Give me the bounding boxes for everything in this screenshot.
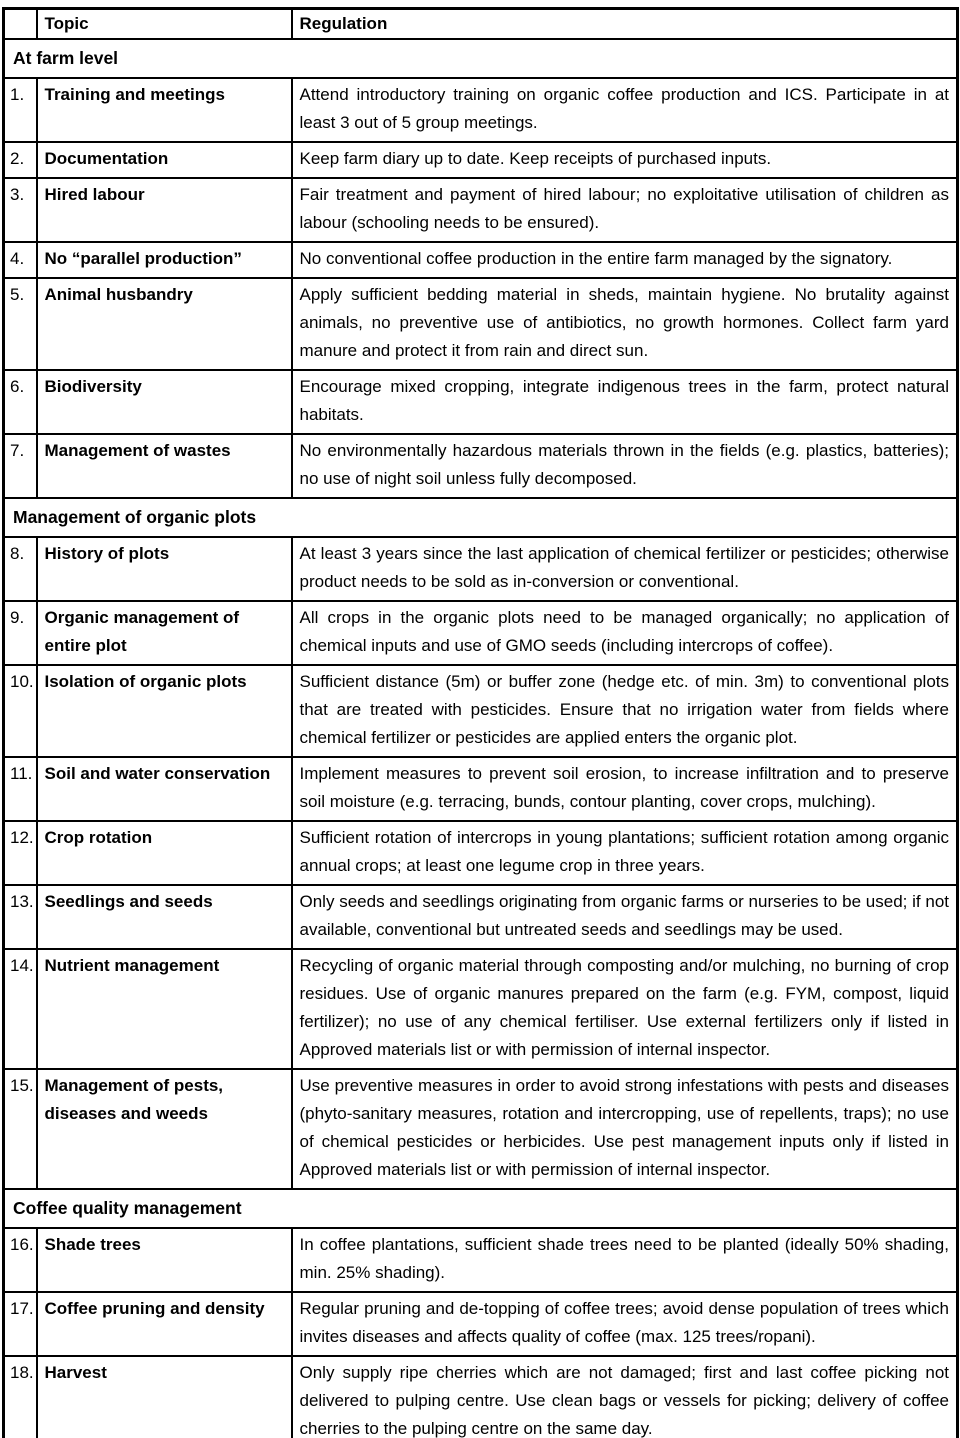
header-regulation-cell: Regulation [292, 9, 958, 40]
table-row [4, 757, 958, 821]
table-row [4, 1228, 958, 1292]
row-topic: Seedlings and seeds [37, 885, 292, 949]
table-row [4, 665, 958, 757]
row-regulation: In coffee plantations, sufficient shade trees need to be planted (ideally 50% shading, min. 25% shading). [292, 1228, 958, 1292]
row-regulation: No conventional coffee production in the entire farm managed by the signatory. [292, 242, 958, 278]
row-regulation: Only supply ripe cherries which are not damaged; first and last coffee picking not delivered to pulping centre. Use clean bags or vessels for picking; delivery of coffee cherries to the pulping centre on the same day. [292, 1356, 958, 1438]
table-row [4, 78, 958, 142]
row-regulation: At least 3 years since the last application of chemical fertilizer or pesticides; otherwise product needs to be sold as in-conversion or conventional. [292, 537, 958, 601]
row-topic: Organic management of entire plot [37, 601, 292, 665]
row-topic: Coffee pruning and density [37, 1292, 292, 1356]
row-regulation: Sufficient distance (5m) or buffer zone (hedge etc. of min. 3m) to conventional plots that are treated with pesticides. Ensure that no irrigation water from fields where chemical fertilizer or pesticides are applied enters the organic plot. [292, 665, 958, 757]
row-topic: Harvest [37, 1356, 292, 1438]
table-row [4, 601, 958, 665]
table-body [4, 39, 958, 1438]
row-number: 5. [4, 278, 37, 370]
row-topic: History of plots [37, 537, 292, 601]
table-row [4, 434, 958, 498]
row-number: 15. [4, 1069, 37, 1189]
row-regulation: Apply sufficient bedding material in sheds, maintain hygiene. No brutality against animals, no preventive use of antibiotics, no growth hormones. Collect farm yard manure and protect it from rain and direct sun. [292, 278, 958, 370]
row-number: 12. [4, 821, 37, 885]
row-topic: Documentation [37, 142, 292, 178]
row-topic: No “parallel production” [37, 242, 292, 278]
section-row [4, 1189, 958, 1228]
section-title: At farm level [4, 39, 958, 78]
table-row [4, 821, 958, 885]
row-topic: Crop rotation [37, 821, 292, 885]
row-number: 6. [4, 370, 37, 434]
row-topic: Soil and water conservation [37, 757, 292, 821]
header-num-cell [4, 9, 37, 40]
table-row [4, 537, 958, 601]
row-regulation: Recycling of organic material through composting and/or mulching, no burning of crop residues. Use of organic manures prepared on the farm (e.g. FYM, compost, liquid fertilizer); no use of any chemical fertiliser. Use external fertilizers only if listed in Approved materials list or with permission of internal inspector. [292, 949, 958, 1069]
section-row [4, 39, 958, 78]
row-number: 8. [4, 537, 37, 601]
header-topic-cell: Topic [37, 9, 292, 40]
row-regulation: Implement measures to prevent soil erosion, to increase infiltration and to preserve soil moisture (e.g. terracing, bunds, contour planting, cover crops, mulching). [292, 757, 958, 821]
row-topic: Biodiversity [37, 370, 292, 434]
table-row [4, 949, 958, 1069]
row-regulation: Attend introductory training on organic coffee production and ICS. Participate in at least 3 out of 5 group meetings. [292, 78, 958, 142]
row-regulation: Use preventive measures in order to avoid strong infestations with pests and diseases (phyto-sanitary measures, rotation and intercropping, use of repellents, traps); no use of chemical pesticides or herbicides. Use pest management inputs only if listed in Approved materials list or with permission of internal inspector. [292, 1069, 958, 1189]
row-number: 4. [4, 242, 37, 278]
row-number: 11. [4, 757, 37, 821]
row-number: 7. [4, 434, 37, 498]
table-row [4, 278, 958, 370]
row-number: 1. [4, 78, 37, 142]
row-regulation: Regular pruning and de-topping of coffee trees; avoid dense population of trees which invites diseases and affects quality of coffee (max. 125 trees/ropani). [292, 1292, 958, 1356]
row-number: 13. [4, 885, 37, 949]
row-regulation: Fair treatment and payment of hired labour; no exploitative utilisation of children as labour (schooling needs to be ensured). [292, 178, 958, 242]
table-row [4, 242, 958, 278]
header-row [4, 9, 958, 40]
row-number: 2. [4, 142, 37, 178]
regulations-table [2, 7, 959, 1438]
row-number: 17. [4, 1292, 37, 1356]
row-topic: Animal husbandry [37, 278, 292, 370]
table-row [4, 142, 958, 178]
table-row [4, 370, 958, 434]
row-regulation: All crops in the organic plots need to be managed organically; no application of chemical inputs and use of GMO seeds (including intercrops of coffee). [292, 601, 958, 665]
row-topic: Management of wastes [37, 434, 292, 498]
section-row [4, 498, 958, 537]
table-row [4, 885, 958, 949]
table-row [4, 178, 958, 242]
row-number: 3. [4, 178, 37, 242]
row-number: 16. [4, 1228, 37, 1292]
row-topic: Management of pests, diseases and weeds [37, 1069, 292, 1189]
row-topic: Nutrient management [37, 949, 292, 1069]
row-regulation: Keep farm diary up to date. Keep receipts of purchased inputs. [292, 142, 958, 178]
row-topic: Hired labour [37, 178, 292, 242]
row-regulation: No environmentally hazardous materials thrown in the fields (e.g. plastics, batteries); no use of night soil unless fully decomposed. [292, 434, 958, 498]
row-regulation: Only seeds and seedlings originating from organic farms or nurseries to be used; if not available, conventional but untreated seeds and seedlings may be used. [292, 885, 958, 949]
row-topic: Isolation of organic plots [37, 665, 292, 757]
row-topic: Training and meetings [37, 78, 292, 142]
row-regulation: Sufficient rotation of intercrops in young plantations; sufficient rotation among organic annual crops; at least one legume crop in three years. [292, 821, 958, 885]
row-number: 18. [4, 1356, 37, 1438]
row-number: 14. [4, 949, 37, 1069]
row-regulation: Encourage mixed cropping, integrate indigenous trees in the farm, protect natural habitats. [292, 370, 958, 434]
table-row [4, 1292, 958, 1356]
table-row [4, 1069, 958, 1189]
table-row [4, 1356, 958, 1438]
row-number: 9. [4, 601, 37, 665]
section-title: Coffee quality management [4, 1189, 958, 1228]
row-number: 10. [4, 665, 37, 757]
section-title: Management of organic plots [4, 498, 958, 537]
row-topic: Shade trees [37, 1228, 292, 1292]
